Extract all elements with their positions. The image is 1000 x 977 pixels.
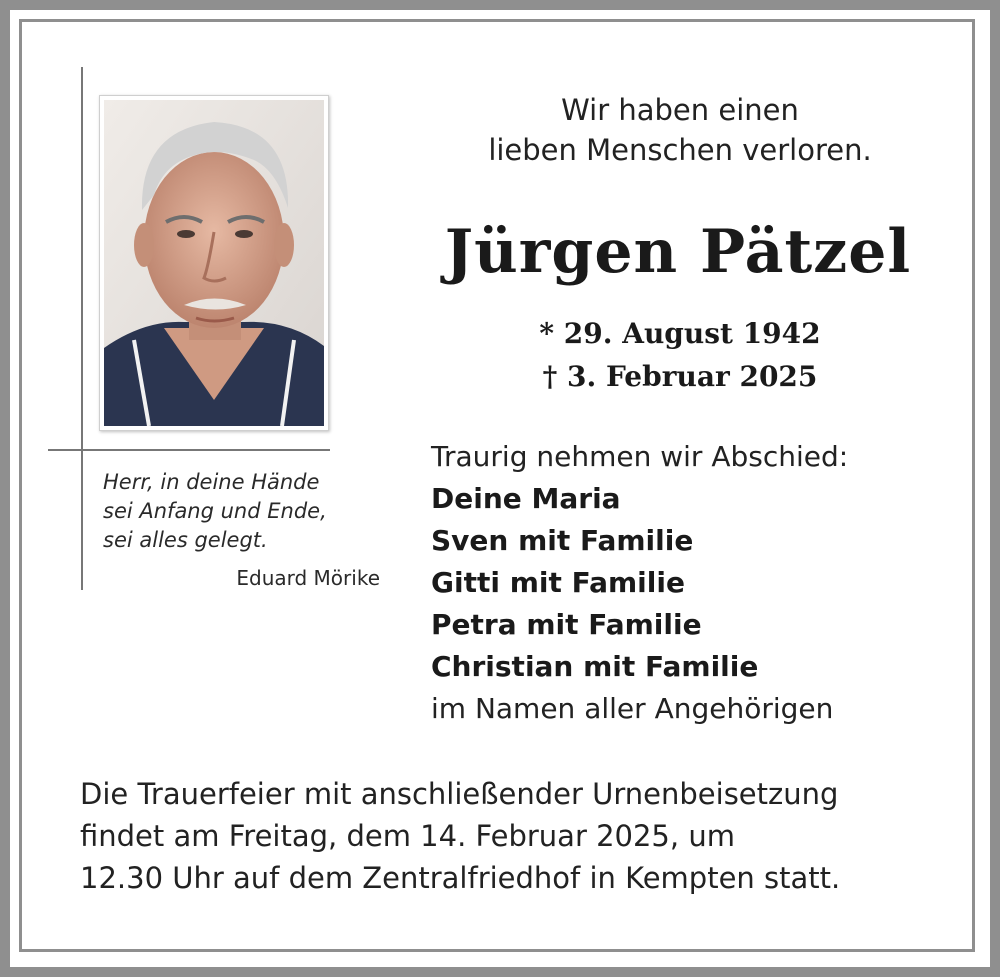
ceremony-info (80, 773, 960, 899)
mourner-name: Christian mit Familie (431, 650, 759, 683)
quote-author: Eduard Mörike (236, 566, 380, 590)
portrait-photo (99, 95, 329, 431)
mourner-name: Gitti mit Familie (431, 566, 685, 599)
mourners-tail: im Namen aller Angehörigen (431, 692, 834, 725)
obituary-card (10, 10, 990, 967)
intro-text (440, 90, 920, 170)
deceased-name: Jürgen Pätzel (444, 217, 912, 287)
mourner-name: Deine Maria (431, 482, 621, 515)
intro-line: lieben Menschen verloren. (488, 133, 872, 167)
mourners-lead: Traurig nehmen wir Abschied: (431, 440, 849, 473)
portrait-illustration (104, 100, 324, 426)
ceremony-line: findet am Freitag, dem 14. Februar 2025, um (80, 819, 735, 853)
quote-text (103, 468, 383, 555)
ceremony-line: Die Trauerfeier mit anschließender Urnenbeisetzung (80, 777, 839, 811)
quote-line: sei alles gelegt. (103, 528, 268, 552)
cross-vertical-line (81, 67, 83, 590)
ceremony-line: 12.30 Uhr auf dem Zentralfriedhof in Kempten statt. (80, 861, 841, 895)
life-dates (440, 312, 920, 398)
mourner-name: Petra mit Familie (431, 608, 702, 641)
quote-line: Herr, in deine Hände (103, 470, 320, 494)
cross-horizontal-line (48, 449, 330, 451)
quote-line: sei Anfang und Ende, (103, 499, 327, 523)
mourner-name: Sven mit Familie (431, 524, 694, 557)
mourners-list (431, 436, 951, 730)
intro-line: Wir haben einen (561, 93, 799, 127)
death-date: † 3. Februar 2025 (542, 360, 818, 393)
birth-date: * 29. August 1942 (539, 317, 821, 350)
